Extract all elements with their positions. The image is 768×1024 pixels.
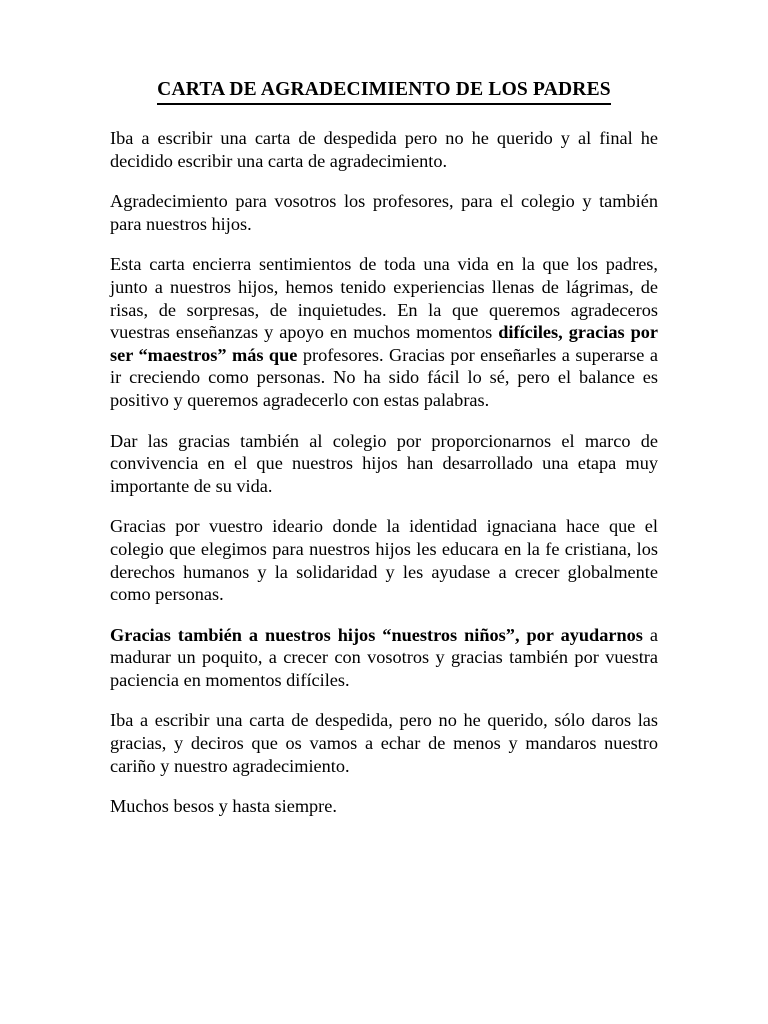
paragraph-3-emphasis: difíciles, gracias por ser “maestros” más que bbox=[110, 322, 659, 365]
paragraph-8-closing: Muchos besos y hasta siempre. bbox=[110, 796, 337, 817]
paragraph-1: Iba a escribir una carta de despedida pero no he querido y al final he decidido escribir una carta de agradecimiento. bbox=[110, 128, 658, 171]
paragraph-5: Gracias por vuestro ideario donde la identidad ignaciana hace que el colegio que elegimos para nuestros hijos les educara en la fe cristiana, los derechos humanos y la solidaridad y les ayudase a crecer globalmente como personas. bbox=[110, 516, 658, 605]
page-title bbox=[110, 78, 658, 105]
document-body bbox=[110, 78, 658, 818]
paragraph-6-emphasis: Gracias también a nuestros hijos “nuestros niños”, por ayudarnos bbox=[110, 624, 643, 645]
paragraph-6-tail: a madurar un poquito, a crecer con vosotros y gracias también por vuestra paciencia en momentos difíciles. bbox=[110, 624, 659, 690]
paragraph-7: Iba a escribir una carta de despedida, pero no he querido, sólo daros las gracias, y deciros que os vamos a echar de menos y mandaros nuestro cariño y nuestro agradecimiento. bbox=[110, 710, 658, 776]
paragraph-4: Dar las gracias también al colegio por proporcionarnos el marco de convivencia en el que nuestros hijos han desarrollado una etapa muy importante de su vida. bbox=[110, 430, 658, 496]
paragraph-2: Agradecimiento para vosotros los profesores, para el colegio y también para nuestros hijos. bbox=[110, 191, 658, 234]
paragraph-6 bbox=[110, 624, 658, 692]
page-title-text: CARTA DE AGRADECIMIENTO DE LOS PADRES bbox=[157, 78, 611, 105]
paragraph-3 bbox=[110, 253, 658, 411]
paragraph-3-tail: profesores. Gracias por enseñarles a superarse a ir creciendo como personas. No ha sido fácil lo sé, pero el balance es positivo y queremos agradecerlo con estas palabras. bbox=[110, 344, 658, 410]
paragraph-3-lead: Esta carta encierra sentimientos de toda una vida en la que los padres, junto a nuestros hijos, hemos tenido experiencias llenas de lágrimas, de risas, de sorpresas, de inquietudes. En la que queremos agradeceros vuestras enseñanzas y apoyo en muchos momentos bbox=[110, 254, 658, 343]
